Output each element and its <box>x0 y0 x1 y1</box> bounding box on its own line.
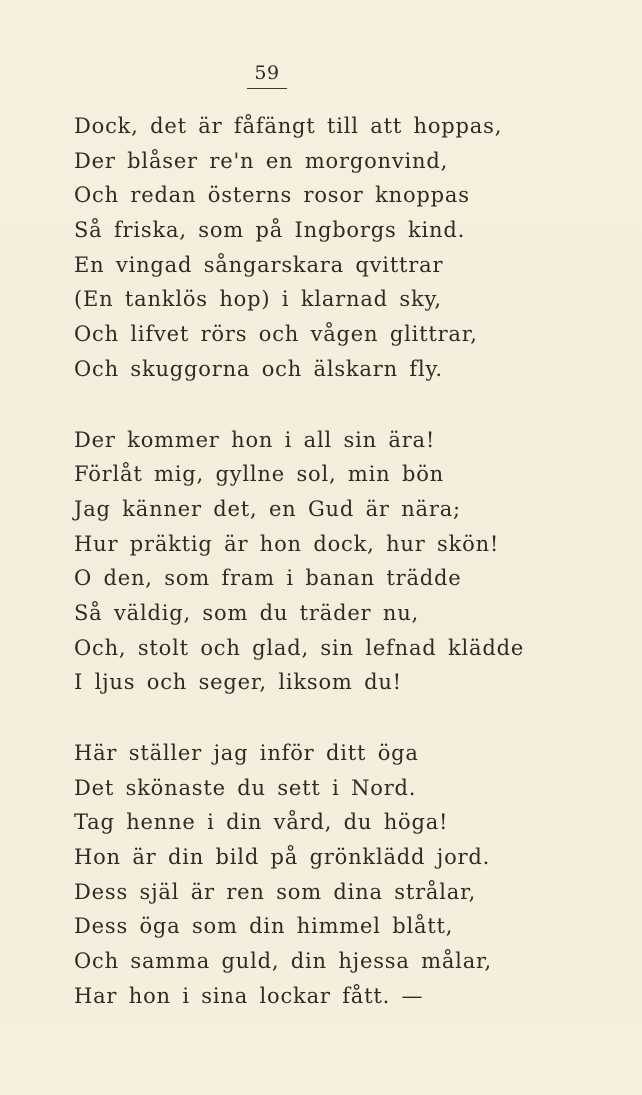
poem-line: Tag henne i din vård, du höga! <box>74 810 449 835</box>
poem-line: Der blåser re'n en morgonvind, <box>74 148 449 173</box>
poem-line: Och samma guld, din hjessa målar, <box>74 949 493 974</box>
stanza-1 <box>74 109 614 387</box>
poem-line: Hur präktig är hon dock, hur skön! <box>74 531 500 556</box>
stanza-2 <box>74 423 614 701</box>
page-number: 59 <box>254 62 280 84</box>
poem-line: Här ställer jag inför ditt öga <box>74 741 419 765</box>
stanza-3 <box>74 736 614 1014</box>
poem-line: Så friska, som på Ingborgs kind. <box>74 218 466 243</box>
poem-line: Der kommer hon i all sin ära! <box>74 427 436 452</box>
poem-line: Och skuggorna och älskarn fly. <box>74 356 443 381</box>
poem-line: Dess själ är ren som dina strålar, <box>74 879 477 904</box>
poem-line: Och, stolt och glad, sin lefnad klädde <box>74 635 525 660</box>
poem-line: Och lifvet rörs och vågen glittrar, <box>74 322 478 347</box>
poem-line: Dock, det är fåfängt till att hoppas, <box>74 114 503 138</box>
poem-line: Förlåt mig, gyllne sol, min bön <box>74 462 444 487</box>
poem-line: En vingad sångarskara qvittrar <box>74 252 444 277</box>
poem-line: (En tanklös hop) i klarnad sky, <box>74 287 442 312</box>
poem-line: Det skönaste du sett i Nord. <box>74 775 417 800</box>
poem <box>74 109 614 1014</box>
poem-line: O den, som fram i banan trädde <box>74 566 462 591</box>
poem-line: Dess öga som din himmel blått, <box>74 914 454 939</box>
poem-line: Så väldig, som du träder nu, <box>74 600 419 625</box>
poem-line: I ljus och seger, liksom du! <box>74 670 402 695</box>
poem-line: Har hon i sina lockar fått. — <box>74 983 424 1008</box>
poem-line: Jag känner det, en Gud är nära; <box>74 496 461 521</box>
page-number-rule <box>247 88 287 89</box>
poem-line: Och redan österns rosor knoppas <box>74 183 470 208</box>
poem-line: Hon är din bild på grönklädd jord. <box>74 845 491 870</box>
